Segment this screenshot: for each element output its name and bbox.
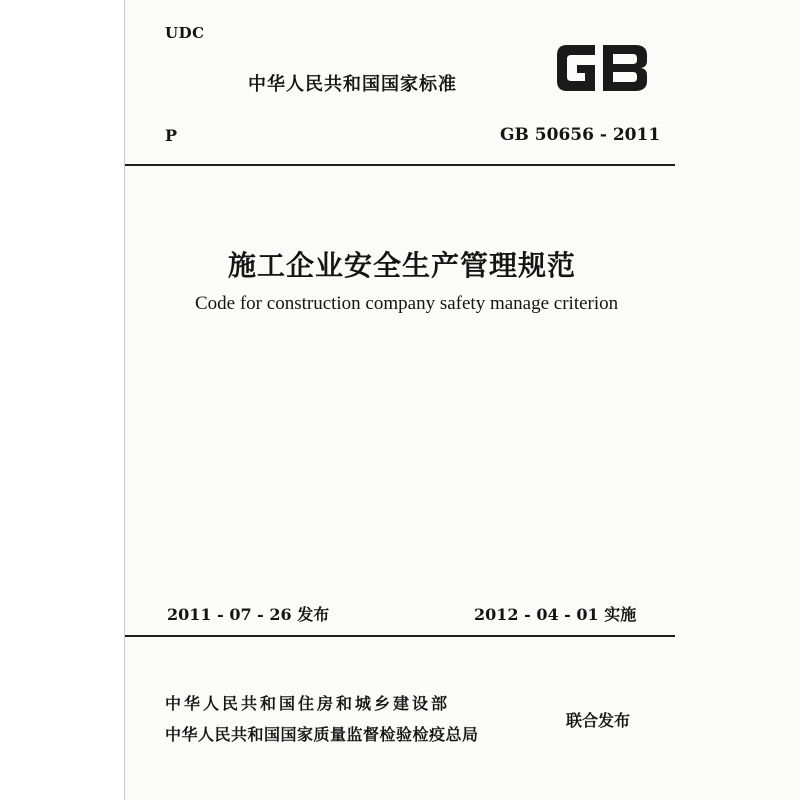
joint-release-label: 联合发布 [566,711,631,730]
udc-label: UDC [165,24,205,42]
title-english: Code for construction company safety manage criterion [195,293,619,314]
standard-type: 中华人民共和国国家标准 [248,74,457,95]
issue-date: 2011 - 07 - 26 发布 [167,605,330,624]
effective-date: 2012 - 04 - 01 实施 [474,605,637,624]
standard-number: GB 50656 - 2011 [500,125,661,145]
gb-logo-icon [551,41,651,95]
divider-top [125,164,675,166]
spine-edge [124,0,125,800]
cover-page [125,0,800,800]
divider-bottom [125,635,675,637]
title-chinese: 施工企业安全生产管理规范 [228,249,577,282]
classification-code: P [165,126,178,145]
gb-logo-text: GB [551,41,553,42]
issuer-quality-supervision: 中华人民共和国国家质量监督检验检疫总局 [165,725,479,744]
gb-logo [551,41,651,95]
issuer-ministry-housing: 中华人民共和国住房和城乡建设部 [165,694,451,713]
